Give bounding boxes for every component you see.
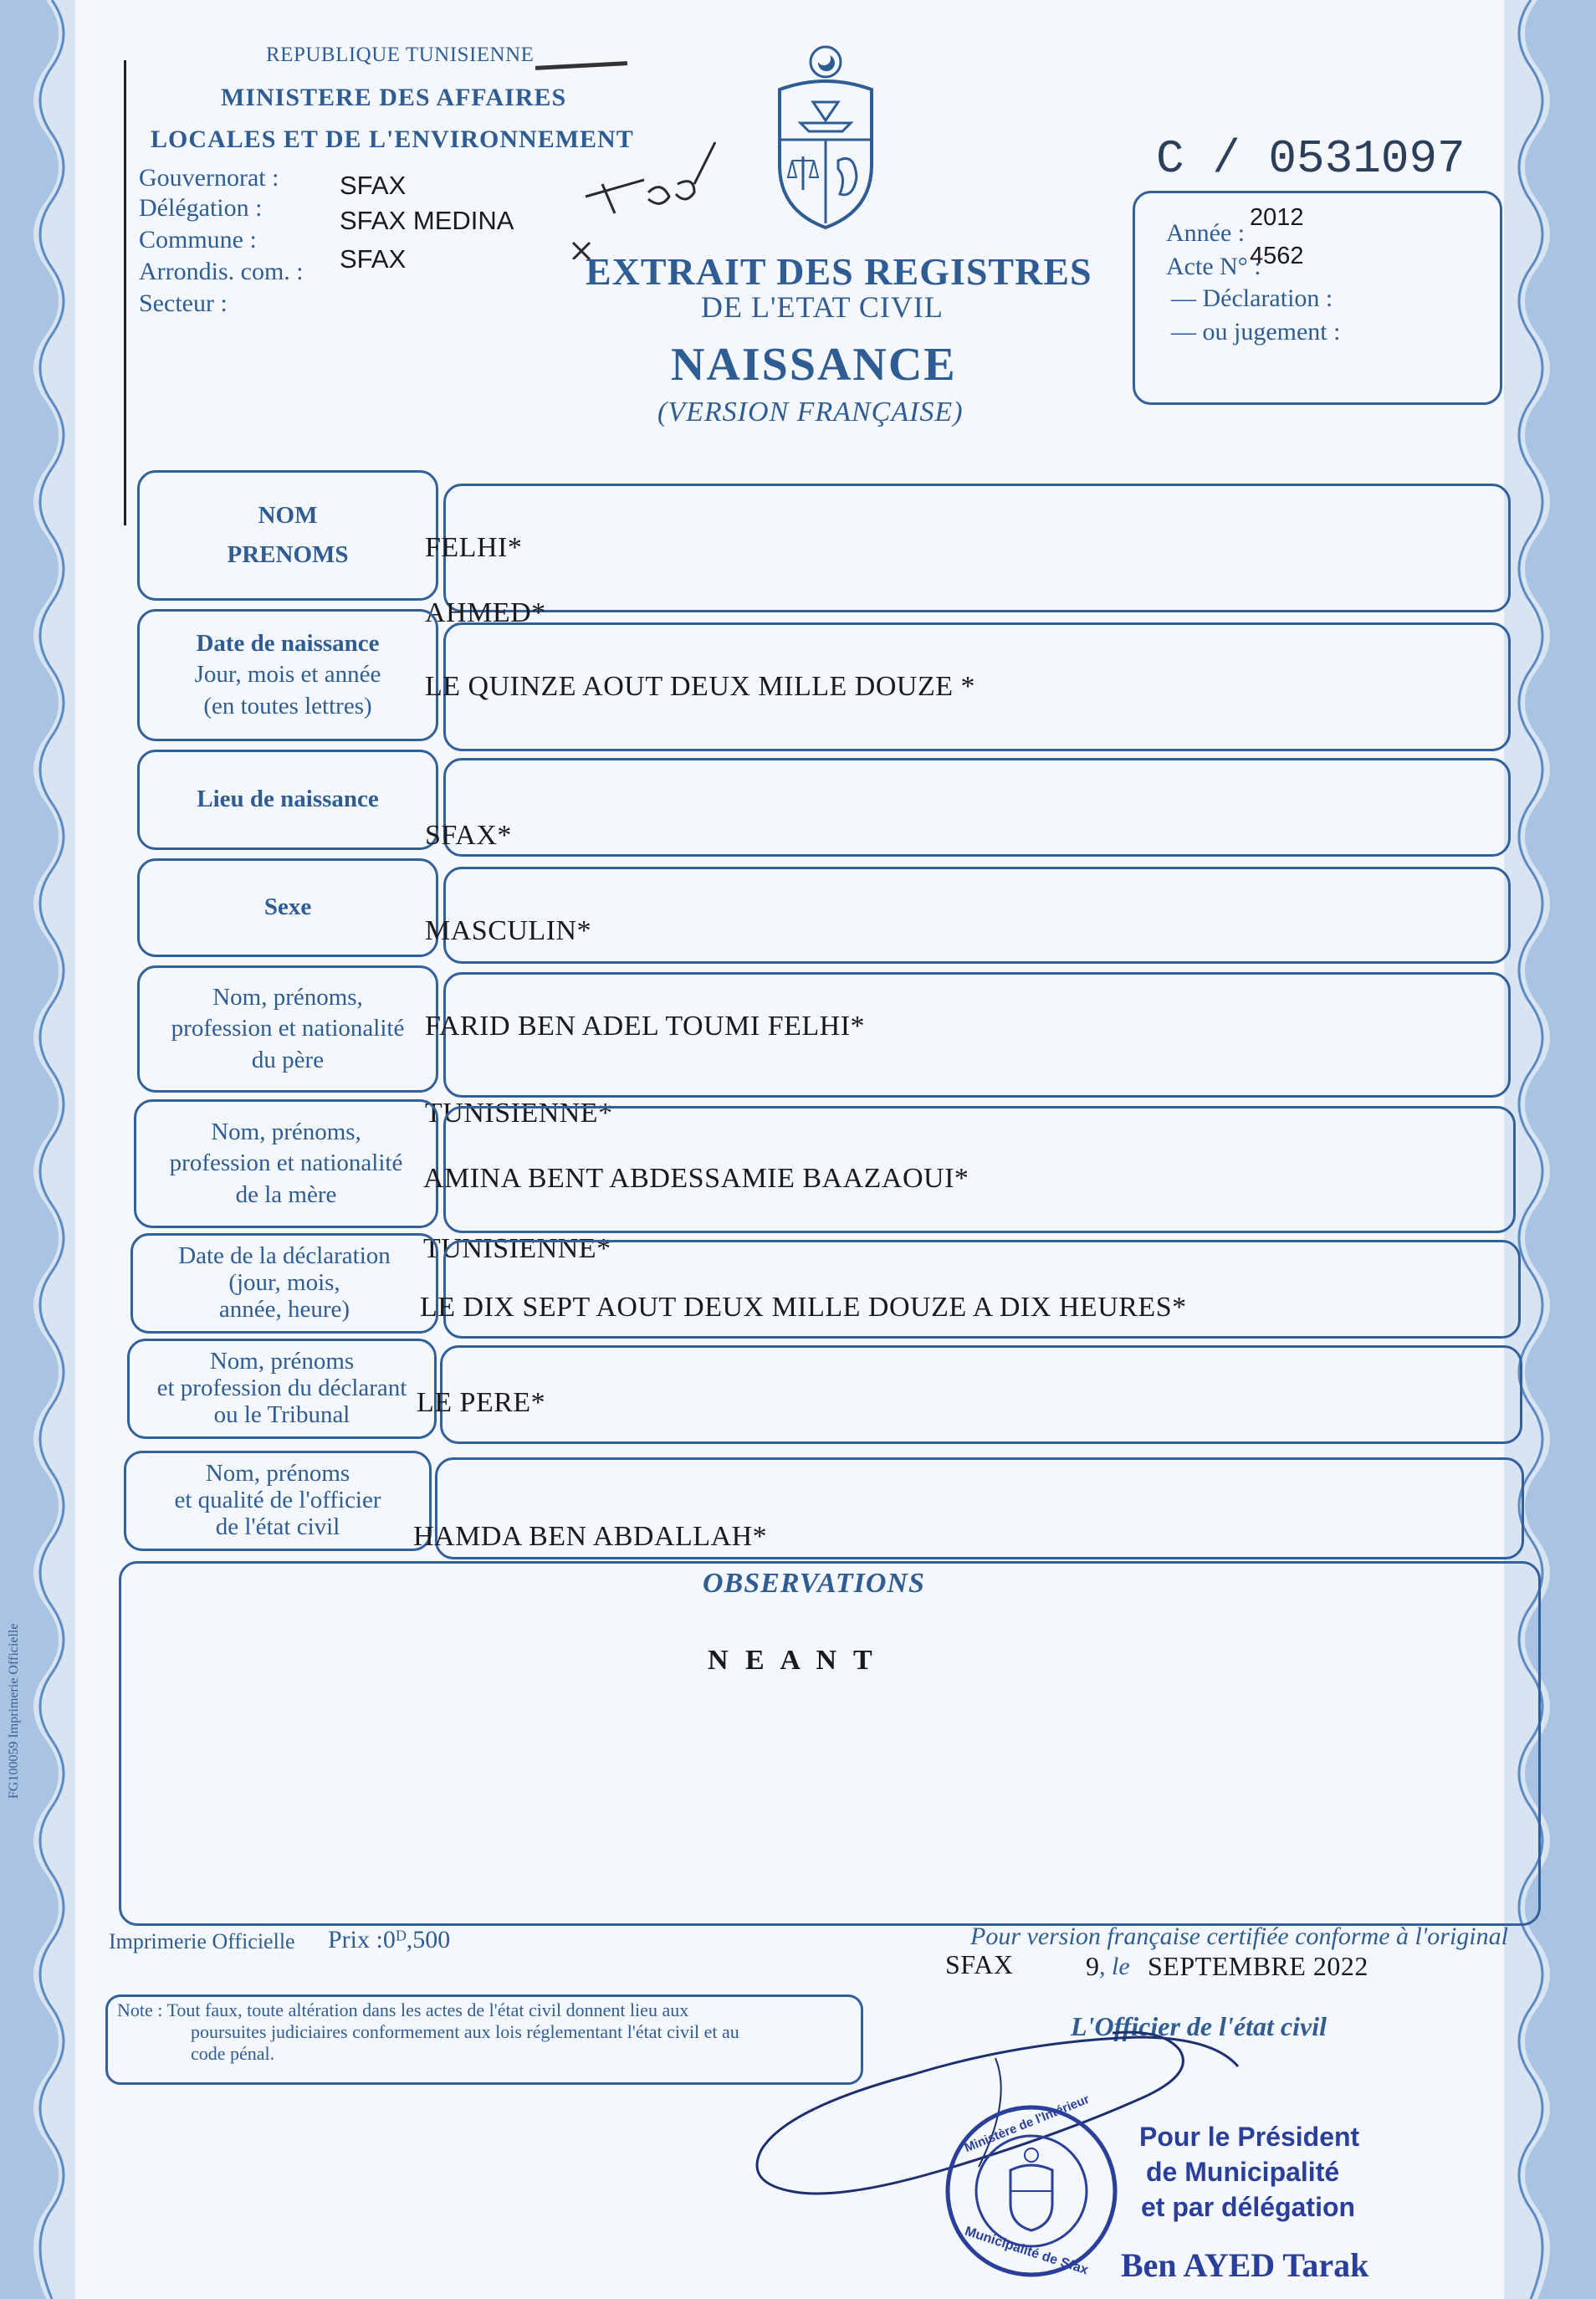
mere-label2: profession et nationalité (169, 1150, 403, 1177)
pere-label2: profession et nationalité (171, 1015, 405, 1042)
date-naissance-value: LE QUINZE AOUT DEUX MILLE DOUZE * (425, 671, 975, 702)
lieu-value: SFAX* (425, 820, 512, 851)
stamp-signatory-name: Ben AYED Tarak (1121, 2246, 1369, 2284)
nom-prenoms-label-box (137, 470, 438, 601)
note-line2: poursuites judiciaires conformement aux lois réglementant l'état civil et au (191, 2021, 739, 2042)
seal-text-top: Ministère de l'Intérieur (962, 2092, 1092, 2156)
certification-date: SEPTEMBRE 2022 (1148, 1951, 1368, 1981)
prenoms-label: PRENOMS (227, 541, 349, 568)
printer-label: Imprimerie Officielle (109, 1929, 295, 1953)
date-naissance-label-box (137, 609, 438, 741)
sexe-value-box (443, 867, 1511, 964)
commune-value: SFAX (340, 244, 407, 274)
ministry-line1: MINISTERE DES AFFAIRES (221, 84, 567, 111)
nom-label: NOM (258, 501, 318, 529)
date-declaration-value: LE DIX SEPT AOUT DEUX MILLE DOUZE A DIX HEURES* (420, 1292, 1187, 1323)
declarant-value: LE PERE* (417, 1387, 546, 1418)
header-margin-line (124, 60, 126, 525)
pere-label3: du père (251, 1046, 325, 1073)
document-title: EXTRAIT DES REGISTRES (586, 250, 1092, 293)
officier-label3: de l'état civil (215, 1513, 340, 1540)
pere-label1: Nom, prénoms, (212, 984, 363, 1011)
observations-box (119, 1561, 1541, 1926)
declarant-value-box (440, 1345, 1522, 1444)
certification-city: SFAX (945, 1949, 1014, 1979)
document-version: (VERSION FRANÇAISE) (657, 397, 964, 428)
observations-value: N E A N T (708, 1645, 877, 1676)
declaration-label: — Déclaration : (1171, 284, 1333, 312)
price-label: Prix :0ᴰ,500 (328, 1926, 451, 1953)
ministry-line2: LOCALES ET DE L'ENVIRONNEMENT (151, 125, 634, 153)
serial-number: C / 0531097 (1156, 132, 1466, 186)
commune-label: Commune : (139, 226, 257, 253)
lieu-label: Lieu de naissance (197, 786, 379, 813)
document-type-title: NAISSANCE (671, 339, 957, 391)
declaration-label1: Date de la déclaration (178, 1242, 391, 1270)
note-line3: code pénal. (191, 2043, 275, 2064)
seal-text-bottom: Municipalité de Sfax (963, 2224, 1090, 2278)
delegation-label: Délégation : (139, 194, 263, 222)
right-security-border (1504, 0, 1596, 2299)
certification-day: 9 (1086, 1951, 1100, 1981)
mere-nationality-value: TUNISIENNE* (423, 1233, 611, 1264)
nom-prenoms-value-box (443, 484, 1511, 612)
stamp-line3: et par délégation (1141, 2192, 1356, 2222)
officier-label-box (124, 1451, 432, 1551)
sexe-label: Sexe (263, 893, 312, 921)
jugement-label: — ou jugement : (1171, 318, 1341, 346)
certification-text: Pour version française certifiée conforme à l'original (970, 1923, 1508, 1950)
mere-label3: de la mère (235, 1180, 337, 1208)
acte-number-value: 4562 (1250, 243, 1304, 269)
pere-nationality-value: TUNISIENNE* (425, 1098, 613, 1129)
declaration-label2: (jour, mois, (228, 1269, 340, 1297)
sexe-label-box (137, 858, 438, 957)
nom-value: FELHI* (425, 532, 523, 563)
declarant-label2: et profession du déclarant (156, 1375, 407, 1402)
arrondis-label: Arrondis. com. : (139, 258, 304, 285)
officier-value: HAMDA BEN ABDALLAH* (413, 1521, 768, 1552)
note-line1: Note : Tout faux, toute altération dans les actes de l'état civil donnent lieu aux (117, 1999, 689, 2020)
stamp-line2: de Municipalité (1146, 2157, 1340, 2187)
side-print-code: FG100059 Imprimerie Officielle (7, 1623, 21, 1799)
pere-name-value: FARID BEN ADEL TOUMI FELHI* (425, 1011, 866, 1042)
republic-label: REPUBLIQUE TUNISIENNE (266, 44, 535, 66)
lieu-value-box (443, 758, 1511, 857)
sexe-value: MASCULIN* (425, 915, 592, 946)
mere-name-value: AMINA BENT ABDESSAMIE BAAZAOUI* (423, 1163, 969, 1194)
prenom-value: AHMED* (425, 597, 546, 628)
pere-label-box (137, 965, 438, 1093)
mere-label-box (134, 1099, 438, 1228)
annee-label: Année : (1166, 219, 1246, 247)
coat-of-arms-emblem (763, 44, 888, 236)
secteur-label: Secteur : (139, 289, 228, 317)
declarant-label-box (127, 1339, 437, 1439)
pen-mark (535, 61, 627, 70)
certification-le: , le (1099, 1953, 1130, 1980)
stamp-line1: Pour le Président (1139, 2122, 1360, 2152)
date-declaration-value-box (443, 1240, 1521, 1339)
officer-title: L'Officier de l'état civil (1071, 2011, 1327, 2041)
annee-value: 2012 (1250, 204, 1304, 231)
lieu-label-box (137, 750, 438, 850)
gouvernorat-value: SFAX (340, 171, 407, 200)
acte-number-label: Acte N° : (1166, 253, 1261, 280)
officier-label2: et qualité de l'officier (174, 1487, 381, 1514)
date-naissance-label: Date de naissance (196, 630, 380, 658)
observations-title: OBSERVATIONS (703, 1568, 925, 1599)
declaration-label3: année, heure) (218, 1295, 350, 1323)
declarant-label1: Nom, prénoms (209, 1348, 355, 1375)
date-naissance-sub1: Jour, mois et année (194, 661, 381, 689)
gouvernorat-label: Gouvernorat : (139, 164, 279, 192)
handwritten-annotation (569, 134, 736, 259)
left-security-border (0, 0, 75, 2299)
delegation-value: SFAX MEDINA (340, 206, 514, 235)
officier-label1: Nom, prénoms (205, 1460, 350, 1487)
declarant-label3: ou le Tribunal (213, 1400, 350, 1428)
date-naissance-sub2: (en toutes lettres) (203, 692, 372, 719)
mere-label1: Nom, prénoms, (211, 1119, 361, 1146)
date-declaration-label-box (130, 1233, 438, 1334)
document-subtitle: DE L'ETAT CIVIL (701, 290, 944, 324)
